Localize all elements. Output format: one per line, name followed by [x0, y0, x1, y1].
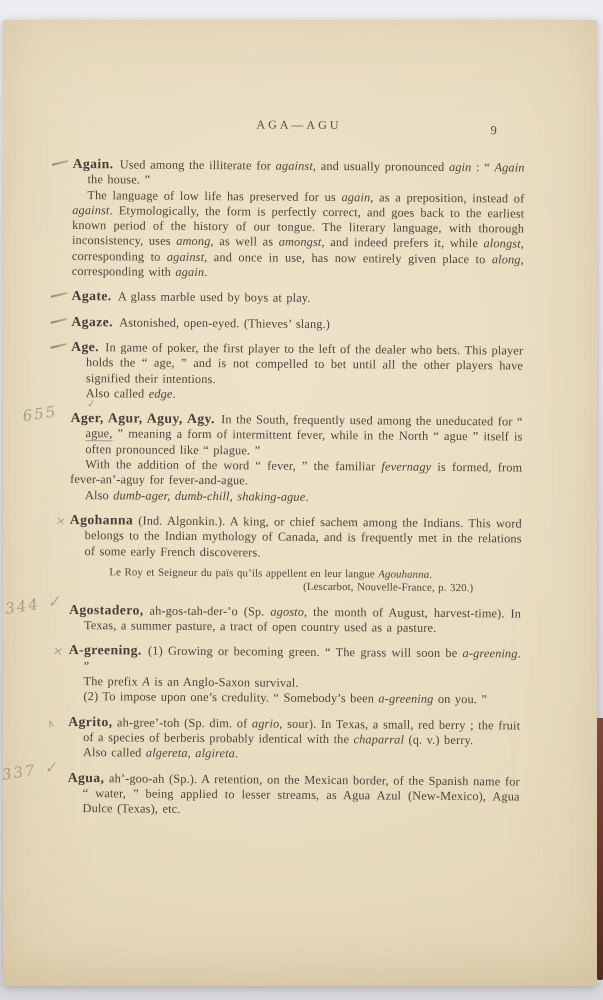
entry-agostadero — [4, 591, 522, 637]
paragraph: A-greening. (1) Growing or becoming green. “ The grass will soon be a-greening. ” — [68, 642, 521, 673]
paragraph: The prefix A is an Anglo-Saxon survival. — [83, 674, 299, 690]
paragraph: With the addition of the word “ fever, ” the familiar fevernagy is formed, from fever-an’-aguy for fever-and-ague. — [70, 457, 523, 488]
entry-agaze — [71, 314, 523, 334]
pencil-number-mark: 655 — [21, 402, 59, 426]
page-header — [73, 116, 525, 138]
paragraph: Agua, ah’-goo-ah (Sp.). A retention, on the Mexican border, of the Spanish name for “ water, ” being applied to lesser streams, as Agua Azul (New-Mexico), Agua Dulce (Texas), etc. — [67, 769, 520, 816]
paragraph: Age. In game of poker, the first player to the left of the dealer who bets. This player holds the “ age, ” and is not compelled to bet until all the other players have signified their intentions. — [71, 338, 524, 386]
pencil-number-mark: 344 ✓ — [4, 591, 64, 618]
pencil-dash-mark — [50, 318, 67, 324]
entry-agua — [0, 757, 520, 819]
paragraph: Also called algereta, algireta. — [82, 745, 239, 761]
pencil-x-mark: × — [54, 513, 68, 529]
entries — [0, 155, 525, 820]
paragraph: (Lescarbot, Nouvelle-France, p. 320.) — [303, 581, 474, 595]
entry-a-greening — [51, 642, 521, 708]
pencil-dash-mark — [52, 160, 69, 166]
entry-ager — [21, 396, 523, 506]
paragraph: The language of low life has preserved for us again, as a preposition, instead of against. Etymologically, the form is perfectly correct, and goes back to the earliest known period of the history of our tongue. The literary language, with thorough inconsistency, uses among, as well as amongst, and indeed prefers it, while alongst, corresponding to against, and once in use, has now entirely given place to along, corresponding with again. — [71, 187, 525, 280]
pencil-x-mark: × — [51, 643, 65, 660]
paragraph: (2) To impose upon one’s credulity. “ Somebody’s been a-greening on you. ” — [83, 689, 488, 707]
entry-age — [71, 339, 523, 405]
paragraph: Agrito, ah-gree’-toh (Sp. dim. of agrio, sour). In Texas, a small, red berry ; the fruit of a species of berberis probably identical with the chaparral (q. v.) berry. — [68, 713, 521, 748]
paragraph: Agaze. Astonished, open-eyed. (Thieves’ slang.) — [71, 313, 331, 331]
running-head: AGA—AGU — [256, 117, 342, 133]
paragraph: Also dumb-ager, dumb-chill, shaking-ague. — [84, 487, 309, 504]
paragraph: Agostadero, ah-gos-tah-der-’o (Sp. agosto, the month of August, harvest-time). In Texas, a summer pasture, a tract of open country used as a pasture. — [69, 601, 522, 635]
pencil-check-mark: ✓ — [85, 396, 97, 411]
pencil-caret-mark: ∧ — [46, 717, 56, 731]
paragraph: Also called edge. — [85, 385, 176, 401]
paragraph: Agate. A glass marble used by boys at play. — [71, 288, 311, 306]
book-cover-edge — [597, 718, 603, 980]
page-content — [0, 116, 525, 829]
entry-again — [72, 156, 525, 283]
pencil-dash-mark — [51, 292, 68, 298]
paragraph: Ager, Agur, Aguy, Agy. In the South, frequently used among the uneducated for “ ague, ” meaning a form of intermittent fever, while in the North “ ague ” itself is often pronounced like “ plague. ” — [70, 410, 523, 458]
paragraph: Again. Used among the illiterate for against, and usually pronounced agin : “ Again the house. ” — [72, 155, 525, 187]
paragraph: Agohanna (Ind. Algonkin.). A king, or chief sachem among the Indians. This word belongs to the Indian mythology of Canada, and is frequently met in the relations of some early French discoverers. — [69, 511, 522, 560]
page-number: 9 — [490, 123, 497, 138]
entry-agohanna — [54, 511, 522, 596]
pencil-number-mark: 337 ✓ — [0, 757, 60, 784]
book-page — [0, 20, 597, 986]
entry-agrito — [46, 713, 521, 764]
pencil-dash-mark — [50, 343, 67, 349]
paragraph: Le Roy et Seigneur du païs qu’ils appellent en leur langue Agouhanna. — [109, 566, 433, 581]
entry-agate — [72, 288, 524, 308]
